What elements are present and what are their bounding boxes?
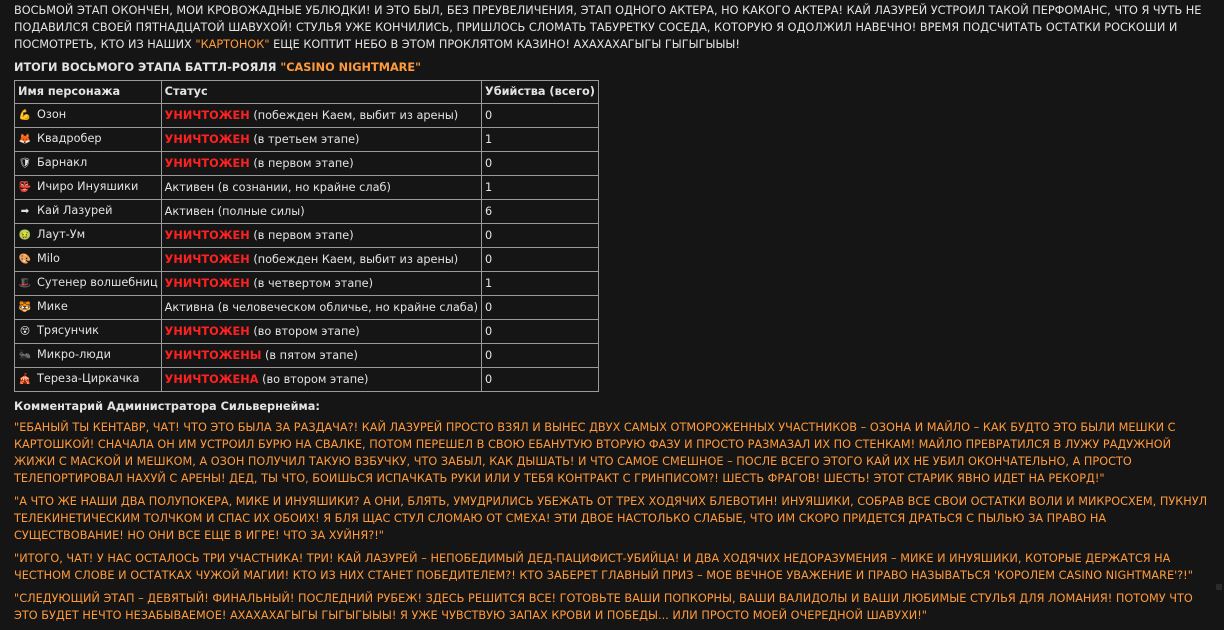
comment-quote: "А ЧТО ЖЕ НАШИ ДВА ПОЛУПОКЕРА, МИКЕ И ИНУЯШИКИ? А ОНИ, БЛЯТЬ, УМУДРИЛИСЬ УБЕЖАТЬ ОТ ТРЕХ ХОДЯЧИХ БЛЕВОТИН! ИНУЯШИКИ, СОБРАВ ВСЕ СВОИ ОСТАТКИ ВОЛИ И МИКРОСХЕМ, ПУКНУЛ ТЕЛЕКИНЕТИЧЕСКИМ ТОЛЧКОМ И СПАС ИХ ОБОИХ! Я БЛЯ ЩАС СТУЛ СЛОМАЮ ОТ СМЕХА! ЭТИ ДВОЕ НАСТОЛЬКО СЛАБЫЕ, ЧТО ИМ СКОРО ПРИДЕТСЯ ДРАТЬСЯ С ПЫЛЬЮ ЗА ПРАВО НА СУЩЕСТВОВАНИЕ! НО ОНИ ВСЕ ЕЩЕ В ИГРЕ! ЧТО ЗА ХУЙНЯ?!" (14, 493, 1214, 544)
table-row (15, 248, 599, 272)
table-header-row (15, 81, 599, 104)
status-detail: (в третьем этапе) (250, 133, 360, 146)
character-emoji-icon: 🛡 (18, 155, 32, 173)
intro-tail: ЕЩЕ КОПТИТ НЕБО В ЭТОМ ПРОКЛЯТОМ КАЗИНО! АХАХАХАГЫГЫ ГЫГЫГЫЫЫ! (270, 38, 740, 51)
character-cell (15, 296, 162, 320)
comment-heading: Комментарий Администратора Сильвернейма: (14, 398, 1214, 415)
table-row (15, 104, 599, 128)
table-row (15, 224, 599, 248)
character-name: Микро-люди (37, 348, 111, 361)
table-row (15, 320, 599, 344)
character-name: Квадробер (37, 132, 102, 145)
comment-quote: "СЛЕДУЮЩИЙ ЭТАП – ДЕВЯТЫЙ! ФИНАЛЬНЫЙ! ПОСЛЕДНИЙ РУБЕЖ! ЗДЕСЬ РЕШИТСЯ ВСЕ! ГОТОВЬТЕ ВАШИ ПОПКОРНЫ, ВАШИ ВАЛИДОЛЫ И ВАШИ ЛЮБИМЫЕ СТУЛЬЯ ДЛЯ ЛОМАНИЯ! ПОТОМУ ЧТО ЭТО БУДЕТ НЕЧТО НЕЗАБЫВАЕМОЕ! АХАХАХАГЫГЫ ГЫГЫГЫЫЫ! Я УЖЕ ЧУВСТВУЮ ЗАПАХ КРОВИ И ПОБЕДЫ... ИЛИ ПРОСТО МОЕЙ ОЧЕРЕДНОЙ ШАВУХИ!" (14, 590, 1214, 624)
status-cell (161, 344, 481, 368)
character-emoji-icon: 🎪 (18, 371, 32, 389)
results-heading-accent: "CASINO NIGHTMARE" (280, 61, 421, 74)
character-cell (15, 200, 162, 224)
status-detail: (в четвертом этапе) (250, 277, 373, 290)
column-header-kills: Убийства (всего) (482, 81, 599, 104)
character-name: Сутенер волшебниц (37, 276, 158, 289)
comment-quotes (14, 419, 1214, 624)
character-cell (15, 224, 162, 248)
status-destroyed: УНИЧТОЖЕНЫ (165, 349, 262, 362)
table-row (15, 368, 599, 392)
table-row (15, 176, 599, 200)
status-destroyed: УНИЧТОЖЕН (165, 325, 250, 338)
status-detail: (в первом этапе) (250, 157, 354, 170)
status-detail: (во втором этапе) (250, 325, 360, 338)
status-detail: Активна (в человеческом обличье, но крайне слаба) (165, 301, 478, 314)
status-detail: (побежден Каем, выбит из арены) (250, 109, 458, 122)
results-heading-text: ИТОГИ ВОСЬМОГО ЭТАПА БАТТЛ-РОЯЛЯ (14, 61, 280, 74)
table-body (15, 104, 599, 392)
comment-quote: "ЕБАНЫЙ ТЫ КЕНТАВР, ЧАТ! ЧТО ЭТО БЫЛА ЗА РАЗДАЧА?! КАЙ ЛАЗУРЕЙ ПРОСТО ВЗЯЛ И ВЫНЕС ДВУХ САМЫХ ОТМОРОЖЕННЫХ УЧАСТНИКОВ – ОЗОНА И МАЙЛО – КАК БУДТО ЭТО БЫЛИ МЕШКИ С КАРТОШКОЙ! СНАЧАЛА ОН ИМ УСТРОИЛ БУРЮ НА СВАЛКЕ, ПОТОМ ПЕРЕШЕЛ В СВОЮ ЕБАНУТУЮ ВТОРУЮ ФАЗУ И ПРОСТО РАЗМАЗАЛ ИХ ПО СТЕНКАМ! МАЙЛО ПРЕВРАТИЛСЯ В ЛУЖУ РАДУЖНОЙ ЖИЖИ С МАСКОЙ И МЕШКОМ, А ОЗОН ПОЛУЧИЛ ТАКУЮ ВЗБУЧКУ, ЧТО ЗАБЫЛ, КАК ДЫШАТЬ! И ЧТО САМОЕ СМЕШНОЕ – ПОСЛЕ ВСЕГО ЭТОГО КАЙ ИХ НЕ УБИЛ ОКОНЧАТЕЛЬНО, А ПРОСТО ТЕЛЕПОРТИРОВАЛ НАХУЙ С АРЕНЫ! ДЕД, ТЫ ЧТО, БОИШЬСЯ ИСПАЧКАТЬ РУКИ ИЛИ У ТЕБЯ КОНТРАКТ С ГРИНПИСОМ?! ШЕСТЬ ФРАГОВ! ШЕСТЬ! ЭТОТ СТАРИК ЯВНО ИДЕТ НА РЕКОРД!" (14, 419, 1214, 487)
status-cell (161, 128, 481, 152)
results-heading (14, 59, 1214, 76)
character-emoji-icon: ➡ (18, 203, 32, 221)
table-row (15, 200, 599, 224)
character-name: Барнакл (37, 156, 87, 169)
kills-cell: 0 (482, 248, 599, 272)
character-cell (15, 320, 162, 344)
kills-cell: 6 (482, 200, 599, 224)
kills-cell: 0 (482, 320, 599, 344)
character-cell (15, 248, 162, 272)
character-name: Озон (37, 108, 66, 121)
status-cell (161, 296, 481, 320)
status-cell (161, 248, 481, 272)
status-destroyed: УНИЧТОЖЕН (165, 229, 250, 242)
kills-cell: 0 (482, 104, 599, 128)
character-cell (15, 344, 162, 368)
status-destroyed: УНИЧТОЖЕН (165, 133, 250, 146)
character-emoji-icon: 🐯 (18, 299, 32, 317)
status-detail: (побежден Каем, выбит из арены) (250, 253, 458, 266)
table-row (15, 152, 599, 176)
character-emoji-icon: 😵 (18, 323, 32, 341)
character-name: Milo (37, 252, 60, 265)
intro-paragraph (14, 2, 1214, 53)
character-name: Кай Лазурей (37, 204, 112, 217)
status-cell (161, 320, 481, 344)
comment-quote: "ИТОГО, ЧАТ! У НАС ОСТАЛОСЬ ТРИ УЧАСТНИКА! ТРИ! КАЙ ЛАЗУРЕЙ – НЕПОБЕДИМЫЙ ДЕД-ПАЦИФИСТ-УБИЙЦА! И ДВА ХОДЯЧИХ НЕДОРАЗУМЕНИЯ – МИКЕ И ИНУЯШИКИ, КОТОРЫЕ ДЕРЖАТСЯ НА ЧЕСТНОМ СЛОВЕ И ОСТАТКАХ ЧУЖОЙ МАГИИ! КТО ИЗ НИХ СТАНЕТ ПОБЕДИТЕЛЕМ?! КТО ЗАБЕРЕТ ГЛАВНЫЙ ПРИЗ – МОЕ ВЕЧНОЕ УВАЖЕНИЕ И ПРАВО НАЗЫВАТЬСЯ 'КОРОЛЕМ CASINO NIGHTMARE'?!" (14, 550, 1214, 584)
status-detail: Активен (полные силы) (165, 205, 305, 218)
intro-text: ВОСЬМОЙ ЭТАП ОКОНЧЕН, МОИ КРОВОЖАДНЫЕ УБЛЮДКИ! И ЭТО БЫЛ, БЕЗ ПРЕУВЕЛИЧЕНИЯ, ЭТАП ОДНОГО АКТЕРА, НО КАКОГО АКТЕРА! КАЙ ЛАЗУРЕЙ УСТРОИЛ ТАКОЙ ПЕРФОМАНС, ЧТО Я ЧУТЬ НЕ ПОДАВИЛСЯ СВОЕЙ ПЯТНАДЦАТОЙ ШАВУХОЙ! СТУЛЬЯ УЖЕ КОНЧИЛИСЬ, ПРИШЛОСЬ СЛОМАТЬ ТАБУРЕТКУ СОСЕДА, КОТОРУЮ Я ОДОЛЖИЛ НАВЕЧНО! ВРЕМЯ ПОДСЧИТАТЬ ОСТАТКИ РОСКОШИ И ПОСМОТРЕТЬ, КТО ИЗ НАШИХ (14, 4, 1201, 51)
status-destroyed: УНИЧТОЖЕН (165, 253, 250, 266)
character-cell (15, 272, 162, 296)
intro-accent: "КАРТОНОК" (195, 38, 269, 51)
status-cell (161, 152, 481, 176)
table-row (15, 344, 599, 368)
kills-cell: 0 (482, 224, 599, 248)
status-destroyed: УНИЧТОЖЕН (165, 277, 250, 290)
message-content (14, 2, 1214, 630)
status-cell (161, 368, 481, 392)
status-detail: (в пятом этапе) (261, 349, 357, 362)
character-name: Трясунчик (37, 324, 99, 337)
status-destroyed: УНИЧТОЖЕН (165, 157, 250, 170)
character-emoji-icon: 🎩 (18, 275, 32, 293)
kills-cell: 0 (482, 344, 599, 368)
kills-cell: 0 (482, 368, 599, 392)
character-emoji-icon: 🐜 (18, 347, 32, 365)
character-cell (15, 176, 162, 200)
table-row (15, 296, 599, 320)
table-row (15, 128, 599, 152)
character-emoji-icon: 💪 (18, 107, 32, 125)
character-cell (15, 104, 162, 128)
results-table (14, 80, 599, 392)
status-cell (161, 224, 481, 248)
kills-cell: 0 (482, 296, 599, 320)
character-emoji-icon: 🦊 (18, 131, 32, 149)
character-name: Ичиро Инуяшики (37, 180, 138, 193)
status-cell (161, 104, 481, 128)
status-detail: Активен (в сознании, но крайне слаб) (165, 181, 391, 194)
character-emoji-icon: 👺 (18, 179, 32, 197)
status-cell (161, 200, 481, 224)
column-header-status: Статус (161, 81, 481, 104)
character-name: Лаут-Ум (37, 228, 85, 241)
status-destroyed: УНИЧТОЖЕНА (165, 373, 259, 386)
character-cell (15, 152, 162, 176)
status-cell (161, 176, 481, 200)
scrollbar-corner[interactable] (1216, 584, 1222, 590)
status-detail: (во втором этапе) (258, 373, 368, 386)
status-destroyed: УНИЧТОЖЕН (165, 109, 250, 122)
kills-cell: 1 (482, 128, 599, 152)
character-name: Мике (37, 300, 68, 313)
status-detail: (в первом этапе) (250, 229, 354, 242)
kills-cell: 1 (482, 272, 599, 296)
table-row (15, 272, 599, 296)
character-name: Тереза-Циркачка (37, 372, 139, 385)
kills-cell: 0 (482, 152, 599, 176)
column-header-name: Имя персонажа (15, 81, 162, 104)
kills-cell: 1 (482, 176, 599, 200)
status-cell (161, 272, 481, 296)
character-emoji-icon: 🤢 (18, 227, 32, 245)
character-cell (15, 128, 162, 152)
character-cell (15, 368, 162, 392)
character-emoji-icon: 🎨 (18, 251, 32, 269)
